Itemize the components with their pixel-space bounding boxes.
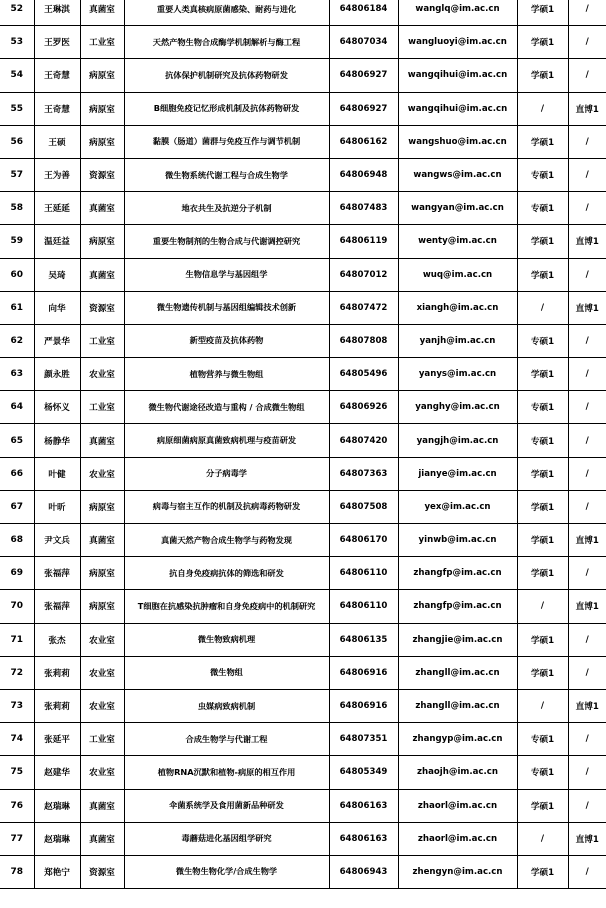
row-number-cell: 78	[0, 855, 34, 888]
supervisor-name-cell: 吴琦	[34, 258, 80, 291]
row-number-cell: 77	[0, 822, 34, 855]
phone-cell: 64806163	[329, 822, 398, 855]
phd-quota-cell: /	[568, 158, 606, 191]
phd-quota-cell: /	[568, 324, 606, 357]
department-cell: 资源室	[80, 158, 124, 191]
department-cell: 农业室	[80, 756, 124, 789]
phd-quota-cell: 直博1	[568, 590, 606, 623]
supervisor-name-cell: 王奇慧	[34, 92, 80, 125]
research-direction-cell: 抗自身免疫病抗体的筛选和研发	[124, 557, 329, 590]
row-number-cell: 66	[0, 457, 34, 490]
table-row	[0, 0, 606, 26]
research-direction-cell: 黏膜（肠道）菌群与免疫互作与调节机制	[124, 125, 329, 158]
table-row	[0, 125, 606, 158]
table-row	[0, 358, 606, 391]
phone-cell: 64806110	[329, 557, 398, 590]
research-direction-cell: 新型疫苗及抗体药物	[124, 324, 329, 357]
research-direction-cell: 微生物遗传机制与基因组编辑技术创新	[124, 291, 329, 324]
department-cell: 病原室	[80, 557, 124, 590]
research-direction-cell: B细胞免疫记忆形成机制及抗体药物研发	[124, 92, 329, 125]
email-cell[interactable]: zhangjie@im.ac.cn	[398, 623, 517, 656]
phone-cell: 64806135	[329, 623, 398, 656]
phd-quota-cell: /	[568, 192, 606, 225]
supervisor-name-cell: 杨静华	[34, 424, 80, 457]
research-direction-cell: 微生物致病机理	[124, 623, 329, 656]
supervisor-name-cell: 赵瑞琳	[34, 822, 80, 855]
research-direction-cell: 植物RNA沉默和植物-病原的相互作用	[124, 756, 329, 789]
supervisor-name-cell: 张杰	[34, 623, 80, 656]
row-number-cell: 52	[0, 0, 34, 26]
department-cell: 病原室	[80, 490, 124, 523]
master-quota-cell: /	[517, 291, 568, 324]
phd-quota-cell: /	[568, 789, 606, 822]
master-quota-cell: 学硕1	[517, 358, 568, 391]
phd-quota-cell: /	[568, 656, 606, 689]
master-quota-cell: /	[517, 92, 568, 125]
email-cell[interactable]: zhangll@im.ac.cn	[398, 656, 517, 689]
master-quota-cell: /	[517, 689, 568, 722]
table-row	[0, 391, 606, 424]
email-cell[interactable]: wangqihui@im.ac.cn	[398, 92, 517, 125]
master-quota-cell: 学硕1	[517, 557, 568, 590]
supervisor-name-cell: 赵建华	[34, 756, 80, 789]
supervisor-name-cell: 张莉莉	[34, 656, 80, 689]
research-direction-cell: 植物营养与微生物组	[124, 358, 329, 391]
row-number-cell: 53	[0, 26, 34, 59]
research-direction-cell: 病原细菌病原真菌致病机理与疫苗研发	[124, 424, 329, 457]
table-row	[0, 590, 606, 623]
research-direction-cell: 微生物生物化学/合成生物学	[124, 855, 329, 888]
supervisor-name-cell: 张延平	[34, 723, 80, 756]
phd-quota-cell: /	[568, 623, 606, 656]
master-quota-cell: 学硕1	[517, 789, 568, 822]
row-number-cell: 67	[0, 490, 34, 523]
master-quota-cell: 专硕1	[517, 391, 568, 424]
supervisor-name-cell: 颜永胜	[34, 358, 80, 391]
email-cell[interactable]: wenty@im.ac.cn	[398, 225, 517, 258]
department-cell: 真菌室	[80, 524, 124, 557]
email-cell[interactable]: yex@im.ac.cn	[398, 490, 517, 523]
supervisor-name-cell: 杨怀义	[34, 391, 80, 424]
research-direction-cell: T细胞在抗感染抗肿瘤和自身免疫病中的机制研究	[124, 590, 329, 623]
phone-cell: 64806916	[329, 689, 398, 722]
research-direction-cell: 抗体保护机制研究及抗体药物研发	[124, 59, 329, 92]
department-cell: 资源室	[80, 291, 124, 324]
department-cell: 真菌室	[80, 0, 124, 26]
supervisor-name-cell: 张莉莉	[34, 689, 80, 722]
phone-cell: 64807034	[329, 26, 398, 59]
email-cell[interactable]: wangshuo@im.ac.cn	[398, 125, 517, 158]
department-cell: 真菌室	[80, 822, 124, 855]
department-cell: 农业室	[80, 623, 124, 656]
table-row	[0, 490, 606, 523]
email-cell[interactable]: yanghy@im.ac.cn	[398, 391, 517, 424]
phd-quota-cell: 直博1	[568, 524, 606, 557]
table-row	[0, 689, 606, 722]
phd-quota-cell: /	[568, 59, 606, 92]
research-direction-cell: 伞菌系统学及食用菌新品种研发	[124, 789, 329, 822]
phone-cell: 64807808	[329, 324, 398, 357]
email-cell[interactable]: jianye@im.ac.cn	[398, 457, 517, 490]
email-cell[interactable]: zhangfp@im.ac.cn	[398, 590, 517, 623]
master-quota-cell: 学硕1	[517, 457, 568, 490]
department-cell: 病原室	[80, 92, 124, 125]
row-number-cell: 60	[0, 258, 34, 291]
master-quota-cell: 学硕1	[517, 490, 568, 523]
phd-quota-cell: 直博1	[568, 291, 606, 324]
email-cell[interactable]: zhaojh@im.ac.cn	[398, 756, 517, 789]
master-quota-cell: 学硕1	[517, 623, 568, 656]
table-row	[0, 158, 606, 191]
department-cell: 工业室	[80, 324, 124, 357]
email-cell[interactable]: wangws@im.ac.cn	[398, 158, 517, 191]
department-cell: 农业室	[80, 656, 124, 689]
table-row	[0, 192, 606, 225]
table-row	[0, 524, 606, 557]
phone-cell: 64806170	[329, 524, 398, 557]
email-cell[interactable]: wanglq@im.ac.cn	[398, 0, 517, 26]
table-row	[0, 656, 606, 689]
row-number-cell: 54	[0, 59, 34, 92]
department-cell: 农业室	[80, 457, 124, 490]
phone-cell: 64806926	[329, 391, 398, 424]
master-quota-cell: 专硕1	[517, 158, 568, 191]
supervisor-name-cell: 王琳淇	[34, 0, 80, 26]
department-cell: 病原室	[80, 225, 124, 258]
table-row	[0, 756, 606, 789]
email-cell[interactable]: zhangyp@im.ac.cn	[398, 723, 517, 756]
table-row	[0, 723, 606, 756]
table-row	[0, 424, 606, 457]
phone-cell: 64806927	[329, 59, 398, 92]
phd-quota-cell: /	[568, 490, 606, 523]
supervisor-name-cell: 王罗医	[34, 26, 80, 59]
phd-quota-cell: 直博1	[568, 92, 606, 125]
supervisor-name-cell: 严景华	[34, 324, 80, 357]
research-direction-cell: 分子病毒学	[124, 457, 329, 490]
email-cell[interactable]: yinwb@im.ac.cn	[398, 524, 517, 557]
email-cell[interactable]: wangluoyi@im.ac.cn	[398, 26, 517, 59]
department-cell: 病原室	[80, 59, 124, 92]
phd-quota-cell: /	[568, 723, 606, 756]
email-cell[interactable]: wangyan@im.ac.cn	[398, 192, 517, 225]
phd-quota-cell: 直博1	[568, 225, 606, 258]
supervisor-name-cell: 张福萍	[34, 557, 80, 590]
phone-cell: 64806943	[329, 855, 398, 888]
phone-cell: 64807012	[329, 258, 398, 291]
email-cell[interactable]: zhaorl@im.ac.cn	[398, 822, 517, 855]
phone-cell: 64807483	[329, 192, 398, 225]
research-direction-cell: 微生物代谢途径改造与重构 / 合成微生物组	[124, 391, 329, 424]
research-direction-cell: 天然产物生物合成酶学机制解析与酶工程	[124, 26, 329, 59]
row-number-cell: 74	[0, 723, 34, 756]
phone-cell: 64806163	[329, 789, 398, 822]
table-row	[0, 26, 606, 59]
department-cell: 资源室	[80, 855, 124, 888]
phd-quota-cell: /	[568, 258, 606, 291]
email-cell[interactable]: zhaorl@im.ac.cn	[398, 789, 517, 822]
supervisor-name-cell: 王延延	[34, 192, 80, 225]
email-cell[interactable]: yanys@im.ac.cn	[398, 358, 517, 391]
email-cell[interactable]: zhangll@im.ac.cn	[398, 689, 517, 722]
department-cell: 真菌室	[80, 789, 124, 822]
table-row	[0, 59, 606, 92]
row-number-cell: 62	[0, 324, 34, 357]
phone-cell: 64807472	[329, 291, 398, 324]
research-direction-cell: 真菌天然产物合成生物学与药物发现	[124, 524, 329, 557]
master-quota-cell: 学硕1	[517, 258, 568, 291]
supervisor-name-cell: 叶昕	[34, 490, 80, 523]
email-cell[interactable]: zhengyn@im.ac.cn	[398, 855, 517, 888]
phone-cell: 64806184	[329, 0, 398, 26]
phone-cell: 64805349	[329, 756, 398, 789]
master-quota-cell: 学硕1	[517, 524, 568, 557]
master-quota-cell: 学硕1	[517, 855, 568, 888]
phone-cell: 64806110	[329, 590, 398, 623]
table-row	[0, 324, 606, 357]
row-number-cell: 58	[0, 192, 34, 225]
row-number-cell: 72	[0, 656, 34, 689]
phd-quota-cell: /	[568, 358, 606, 391]
phd-quota-cell: /	[568, 557, 606, 590]
table-row	[0, 822, 606, 855]
phone-cell: 64807420	[329, 424, 398, 457]
master-quota-cell: 专硕1	[517, 324, 568, 357]
supervisor-name-cell: 王为善	[34, 158, 80, 191]
table-row	[0, 258, 606, 291]
master-quota-cell: 学硕1	[517, 125, 568, 158]
email-cell[interactable]: zhangfp@im.ac.cn	[398, 557, 517, 590]
department-cell: 工业室	[80, 391, 124, 424]
phd-quota-cell: /	[568, 391, 606, 424]
phd-quota-cell: /	[568, 457, 606, 490]
research-direction-cell: 合成生物学与代谢工程	[124, 723, 329, 756]
row-number-cell: 75	[0, 756, 34, 789]
phone-cell: 64807351	[329, 723, 398, 756]
email-cell[interactable]: wuq@im.ac.cn	[398, 258, 517, 291]
phone-cell: 64807508	[329, 490, 398, 523]
supervisor-name-cell: 尹文兵	[34, 524, 80, 557]
department-cell: 真菌室	[80, 424, 124, 457]
master-quota-cell: 学硕1	[517, 26, 568, 59]
phone-cell: 64806162	[329, 125, 398, 158]
row-number-cell: 57	[0, 158, 34, 191]
research-direction-cell: 毒蘑菇进化基因组学研究	[124, 822, 329, 855]
master-quota-cell: /	[517, 822, 568, 855]
department-cell: 农业室	[80, 358, 124, 391]
table-row	[0, 623, 606, 656]
master-quota-cell: /	[517, 590, 568, 623]
supervisor-name-cell: 温廷益	[34, 225, 80, 258]
master-quota-cell: 专硕1	[517, 424, 568, 457]
row-number-cell: 55	[0, 92, 34, 125]
supervisor-name-cell: 张福萍	[34, 590, 80, 623]
master-quota-cell: 学硕1	[517, 225, 568, 258]
phd-quota-cell: /	[568, 125, 606, 158]
research-direction-cell: 重要生物制剂的生物合成与代谢调控研究	[124, 225, 329, 258]
phd-quota-cell: /	[568, 855, 606, 888]
master-quota-cell: 专硕1	[517, 723, 568, 756]
phd-quota-cell: /	[568, 424, 606, 457]
phone-cell: 64805496	[329, 358, 398, 391]
department-cell: 病原室	[80, 125, 124, 158]
email-cell[interactable]: yangjh@im.ac.cn	[398, 424, 517, 457]
table-row	[0, 457, 606, 490]
phone-cell: 64806948	[329, 158, 398, 191]
phd-quota-cell: /	[568, 0, 606, 26]
row-number-cell: 65	[0, 424, 34, 457]
row-number-cell: 59	[0, 225, 34, 258]
research-direction-cell: 虫媒病致病机制	[124, 689, 329, 722]
master-quota-cell: 学硕1	[517, 656, 568, 689]
department-cell: 病原室	[80, 590, 124, 623]
email-cell[interactable]: xiangh@im.ac.cn	[398, 291, 517, 324]
email-cell[interactable]: wangqihui@im.ac.cn	[398, 59, 517, 92]
department-cell: 真菌室	[80, 258, 124, 291]
research-direction-cell: 微生物组	[124, 656, 329, 689]
master-quota-cell: 专硕1	[517, 756, 568, 789]
master-quota-cell: 学硕1	[517, 0, 568, 26]
department-cell: 工业室	[80, 26, 124, 59]
phd-quota-cell: /	[568, 26, 606, 59]
row-number-cell: 56	[0, 125, 34, 158]
table-row	[0, 225, 606, 258]
row-number-cell: 70	[0, 590, 34, 623]
row-number-cell: 64	[0, 391, 34, 424]
row-number-cell: 73	[0, 689, 34, 722]
supervisor-name-cell: 王硕	[34, 125, 80, 158]
supervisor-name-cell: 赵瑞琳	[34, 789, 80, 822]
supervisor-name-cell: 叶健	[34, 457, 80, 490]
research-direction-cell: 生物信息学与基因组学	[124, 258, 329, 291]
row-number-cell: 71	[0, 623, 34, 656]
supervisor-name-cell: 向华	[34, 291, 80, 324]
research-direction-cell: 微生物系统代谢工程与合成生物学	[124, 158, 329, 191]
research-direction-cell: 地衣共生及抗逆分子机制	[124, 192, 329, 225]
phd-quota-cell: /	[568, 756, 606, 789]
supervisor-name-cell: 王奇慧	[34, 59, 80, 92]
phone-cell: 64806119	[329, 225, 398, 258]
table-row	[0, 291, 606, 324]
master-quota-cell: 专硕1	[517, 192, 568, 225]
row-number-cell: 63	[0, 358, 34, 391]
research-direction-cell: 病毒与宿主互作的机制及抗病毒药物研发	[124, 490, 329, 523]
table-row	[0, 789, 606, 822]
row-number-cell: 61	[0, 291, 34, 324]
row-number-cell: 69	[0, 557, 34, 590]
table-row	[0, 557, 606, 590]
table-row	[0, 92, 606, 125]
email-cell[interactable]: yanjh@im.ac.cn	[398, 324, 517, 357]
row-number-cell: 76	[0, 789, 34, 822]
row-number-cell: 68	[0, 524, 34, 557]
phone-cell: 64806927	[329, 92, 398, 125]
master-quota-cell: 学硕1	[517, 59, 568, 92]
department-cell: 真菌室	[80, 192, 124, 225]
phone-cell: 64807363	[329, 457, 398, 490]
supervisor-name-cell: 郑艳宁	[34, 855, 80, 888]
phd-quota-cell: 直博1	[568, 689, 606, 722]
department-cell: 农业室	[80, 689, 124, 722]
table-row	[0, 855, 606, 888]
phone-cell: 64806916	[329, 656, 398, 689]
research-direction-cell: 重要人类真核病原菌感染、耐药与进化	[124, 0, 329, 26]
phd-quota-cell: 直博1	[568, 822, 606, 855]
department-cell: 工业室	[80, 723, 124, 756]
